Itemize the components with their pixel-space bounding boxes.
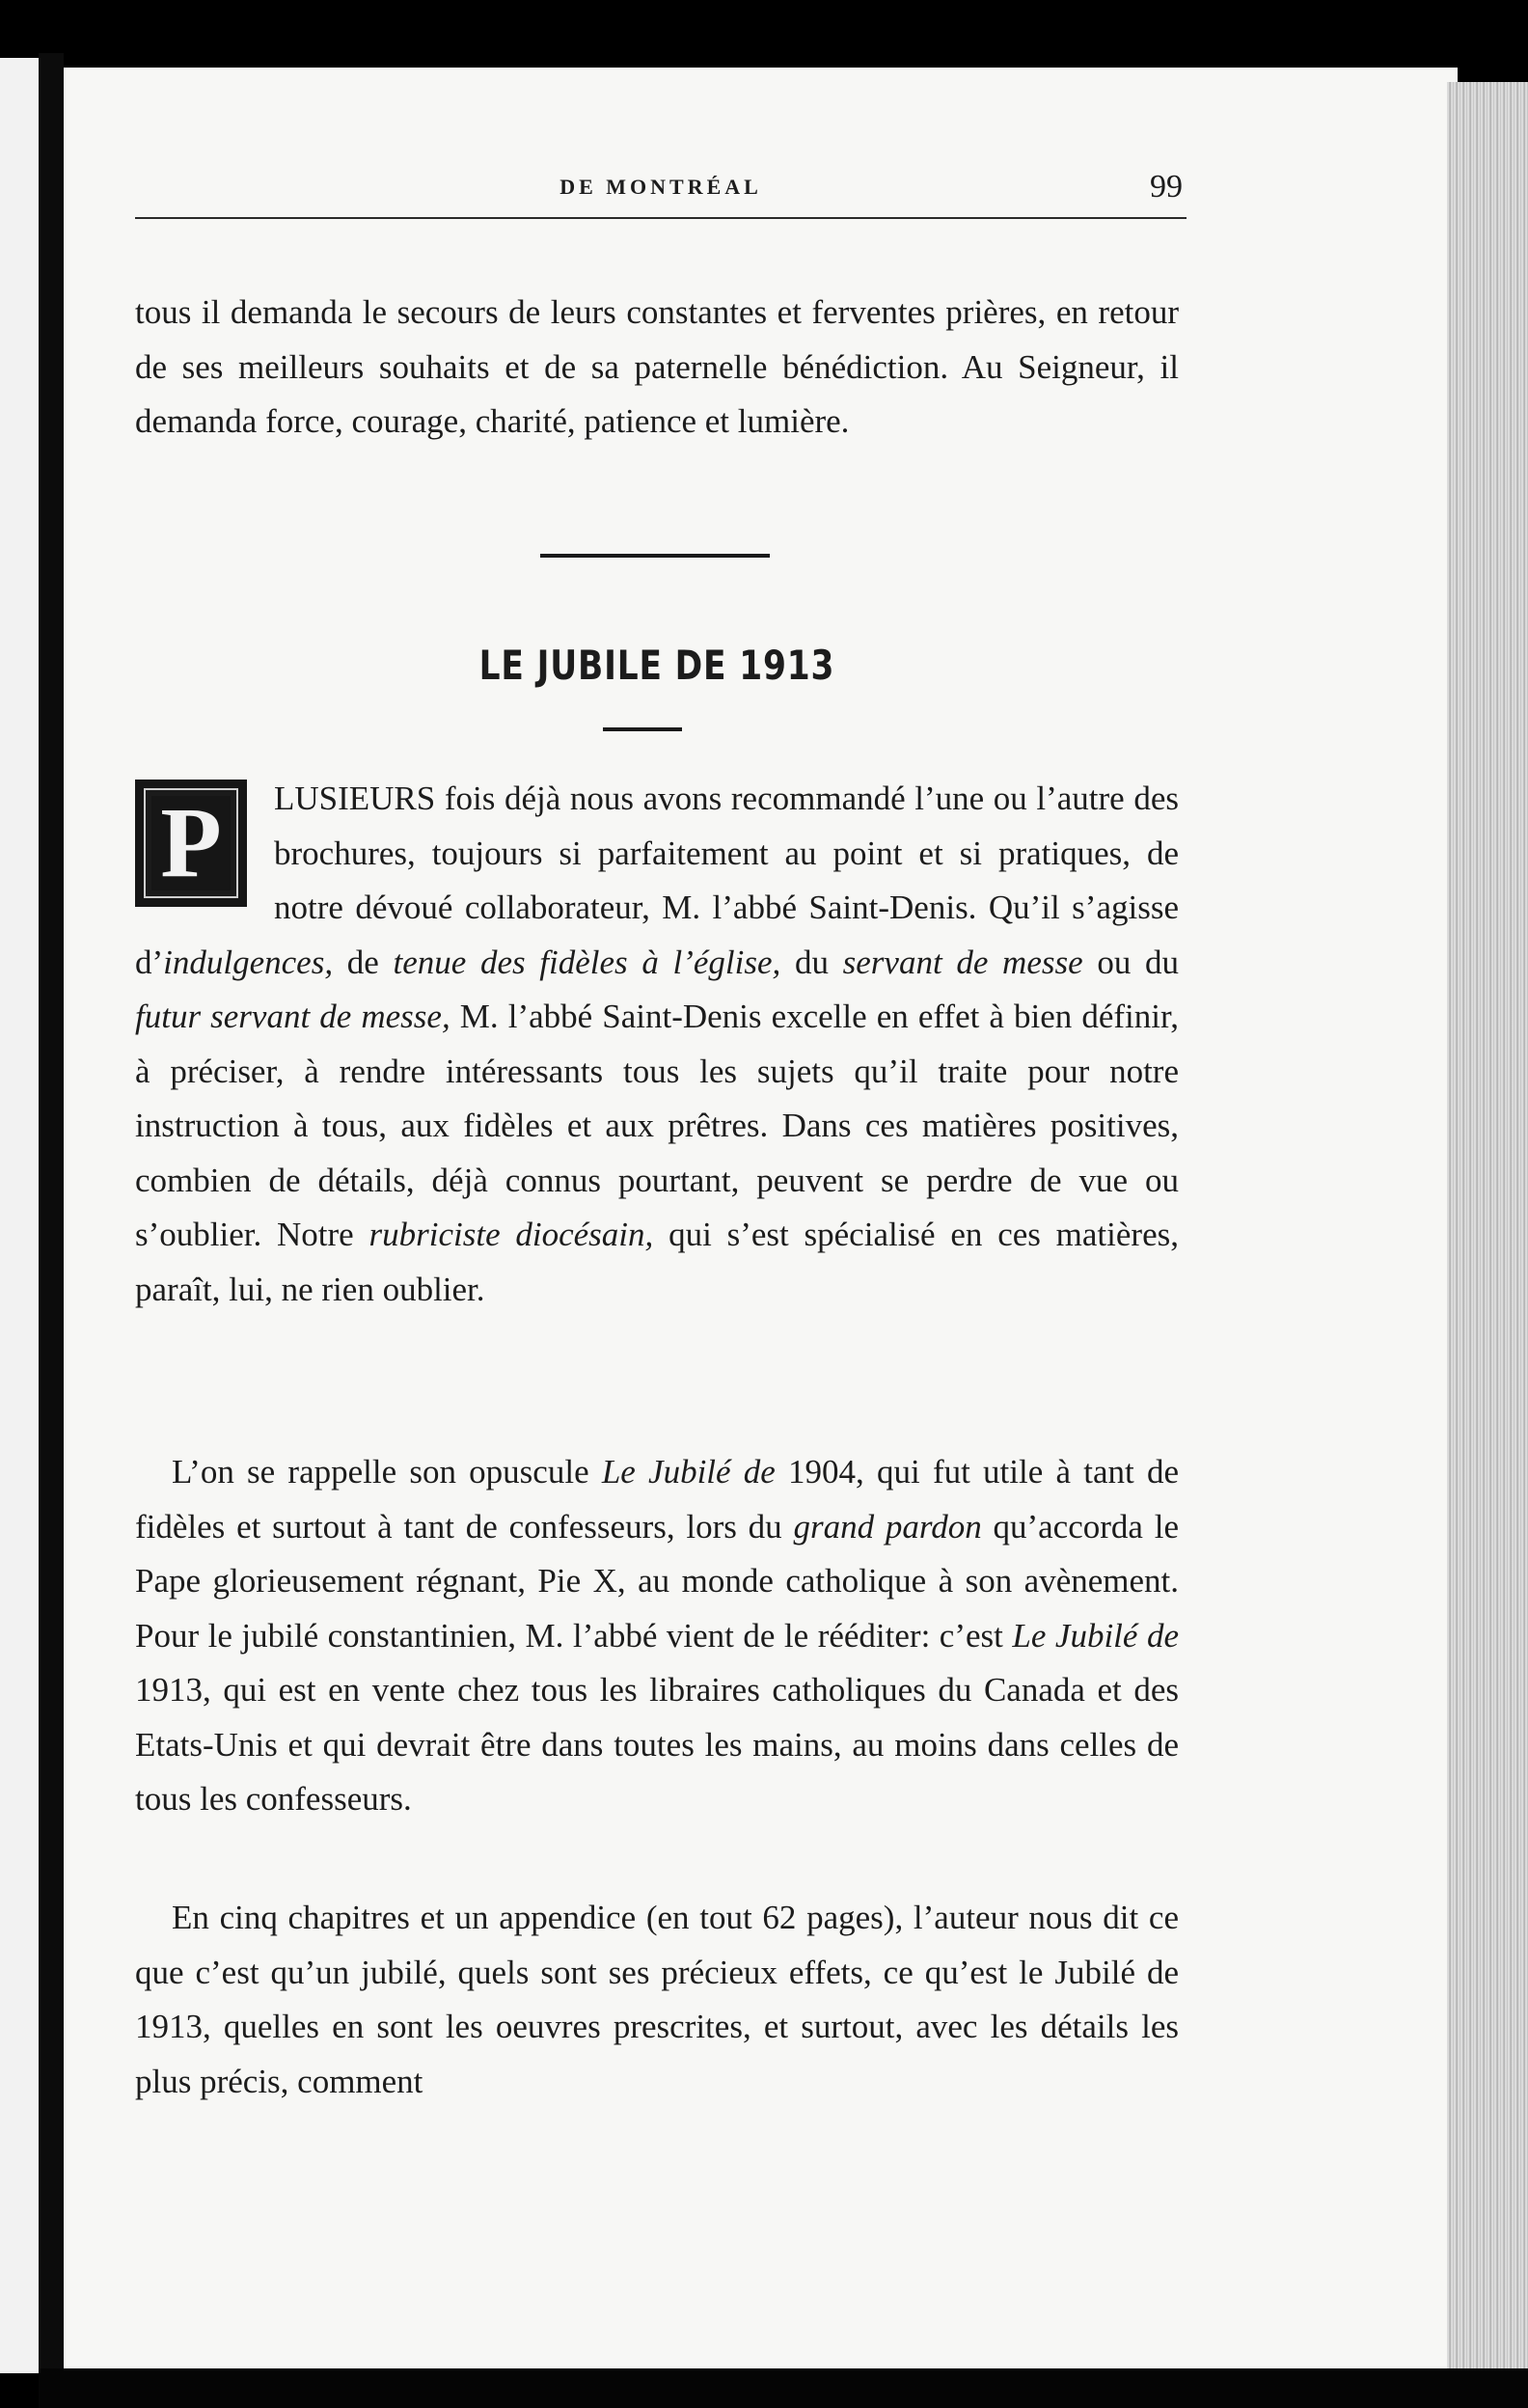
section-divider-rule bbox=[540, 554, 770, 558]
italic-run: Le Jubilé de bbox=[1012, 1616, 1179, 1655]
italic-run: grand pardon bbox=[793, 1507, 982, 1546]
italic-run: rubriciste diocésain, bbox=[368, 1216, 654, 1253]
text-run: du bbox=[780, 943, 843, 981]
text-run: qui s’est spécialisé en ces matières, paraît, lui, ne rien oublier. bbox=[135, 1216, 1179, 1308]
paragraph-jubile-1904 bbox=[135, 1445, 1179, 1827]
italic-run: tenue des fidèles à l’église, bbox=[393, 943, 781, 981]
section-title: LE JUBILE DE 1913 bbox=[478, 642, 835, 689]
italic-run: Le Jubilé de bbox=[601, 1453, 776, 1491]
text-run: fois déjà nous avons recommandé l’une ou l’autre des brochures, toujours si parfaitement au point et si pratiques, de notre dévoué collaborateur, M. l’abbé Saint-Denis. Qu’il s’agisse d’ bbox=[135, 780, 1179, 981]
paragraph-continued: tous il demanda le secours de leurs constantes et ferventes prières, en retour de ses meilleurs souhaits et de sa paternelle bénédiction. Au Seigneur, il demanda force, courage, charité, patience et lumière. bbox=[135, 293, 1179, 440]
book-gutter bbox=[39, 53, 64, 2368]
paragraph-intro bbox=[135, 772, 1179, 1317]
text-run: ou du bbox=[1082, 943, 1180, 981]
title-underline-rule bbox=[603, 727, 682, 731]
paragraph-chapters: En cinq chapitres et un appendice (en tout 62 pages), l’auteur nous dit ce que c’est qu’un jubilé, quels sont ses précieux effets, ce qu’est le Jubilé de 1913, quelles en sont les oeuvres prescrites, et surtout, avec les détails les plus précis, comment bbox=[135, 1899, 1179, 2100]
italic-run: servant de messe bbox=[842, 943, 1083, 981]
facing-page-edge bbox=[0, 58, 39, 2373]
ornamental-dropcap: P bbox=[135, 780, 247, 907]
running-head-title: DE MONTRÉAL bbox=[559, 175, 762, 199]
text-run: de bbox=[333, 943, 394, 981]
text-run: M. l’abbé Saint-Denis excelle en effet à bien définir, à préciser, à rendre intéressants tous les sujets qu’il traite pour notre instruction à tous, aux fidèles et aux prêtres. Dans ces matières positives, combien de détails, déjà connus pourtant, peuvent se perdre de vue ou s’oublier. Notre bbox=[135, 998, 1179, 1253]
text-run: 1904, qui fut utile à tant de fidèles et surtout à tant de confesseurs, lors du bbox=[135, 1453, 1179, 1546]
running-head bbox=[135, 169, 1187, 219]
text-run: L’on se rappelle son opuscule bbox=[172, 1453, 602, 1491]
italic-run: indulgences, bbox=[163, 943, 334, 981]
opening-word: LUSIEURS bbox=[274, 780, 436, 817]
text-run: 1913, qui est en vente chez tous les libraires catholiques du Canada et des Etats-Unis et qui devrait être dans toutes les mains, au moins dans celles de tous les confesseurs. bbox=[135, 1671, 1179, 1818]
page-number: 99 bbox=[1150, 169, 1183, 205]
scan-bottom-border bbox=[39, 2368, 1528, 2408]
text-run: qu’accorda le Pape glorieusement régnant, Pie X, au monde catholique à son avènement. Pour le jubilé constantinien, M. l’abbé vient de le rééditer: c’est bbox=[135, 1507, 1179, 1655]
page-block-edges bbox=[1447, 82, 1528, 2368]
italic-run: futur servant de messe, bbox=[135, 998, 450, 1035]
